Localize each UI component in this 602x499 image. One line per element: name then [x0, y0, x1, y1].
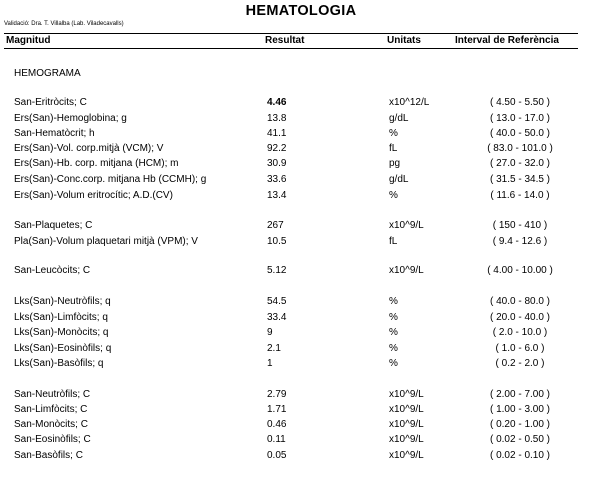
row-reference-range: ( 1.00 - 3.00 ): [489, 404, 551, 415]
row-result: 0.11: [267, 434, 286, 445]
row-reference-range: ( 13.0 - 17.0 ): [489, 113, 551, 124]
table-row: [0, 174, 602, 188]
row-result: 30.9: [267, 158, 287, 169]
row-reference-range: ( 150 - 410 ): [492, 220, 548, 231]
row-reference-range: ( 40.0 - 80.0 ): [489, 296, 551, 307]
table-row: [0, 143, 602, 157]
table-row: [0, 236, 602, 250]
table-row: [0, 434, 602, 448]
header-magnitude: Magnitud: [6, 35, 51, 46]
row-result: 2.1: [267, 343, 281, 354]
row-reference-range: ( 0.02 - 0.10 ): [489, 450, 551, 461]
report-title: HEMATOLOGIA: [245, 3, 357, 19]
header-result: Resultat: [265, 35, 305, 46]
table-row: [0, 450, 602, 464]
row-units: %: [389, 296, 398, 307]
row-magnitude: San-Plaquetes; C: [14, 220, 93, 231]
header-bottom-rule: [4, 48, 578, 49]
row-result: 5.12: [267, 265, 287, 276]
row-result: 9: [267, 327, 273, 338]
table-header: [0, 34, 602, 48]
row-units: x10^9/L: [389, 434, 424, 445]
table-row: [0, 128, 602, 142]
header-units: Unitats: [387, 35, 421, 46]
row-units: %: [389, 312, 398, 323]
row-result: 4.46: [267, 97, 287, 108]
row-magnitude: San-Basòfils; C: [14, 450, 83, 461]
row-result: 1: [267, 358, 273, 369]
row-magnitude: Lks(San)-Monòcits; q: [14, 327, 109, 338]
row-units: %: [389, 190, 398, 201]
row-magnitude: San-Neutròfils; C: [14, 389, 91, 400]
table-row: [0, 343, 602, 357]
row-units: x10^9/L: [389, 450, 424, 461]
table-row: [0, 158, 602, 172]
row-units: x10^9/L: [389, 404, 424, 415]
row-magnitude: Lks(San)-Limfòcits; q: [14, 312, 108, 323]
row-result: 54.5: [267, 296, 287, 307]
row-result: 2.79: [267, 389, 287, 400]
row-result: 92.2: [267, 143, 287, 154]
row-magnitude: Lks(San)-Eosinòfils; q: [14, 343, 112, 354]
row-reference-range: ( 0.02 - 0.50 ): [489, 434, 551, 445]
row-result: 13.8: [267, 113, 287, 124]
table-row: [0, 97, 602, 111]
row-result: 13.4: [267, 190, 287, 201]
table-row: [0, 113, 602, 127]
row-reference-range: ( 27.0 - 32.0 ): [489, 158, 551, 169]
row-units: g/dL: [389, 113, 409, 124]
row-magnitude: Lks(San)-Neutròfils; q: [14, 296, 111, 307]
row-magnitude: Ers(San)-Volum eritrocític; A.D.(CV): [14, 190, 173, 201]
row-units: x10^12/L: [389, 97, 430, 108]
section-title: HEMOGRAMA: [14, 68, 81, 79]
row-units: pg: [389, 158, 401, 169]
table-row: [0, 312, 602, 326]
row-reference-range: ( 2.0 - 10.0 ): [492, 327, 548, 338]
row-result: 0.05: [267, 450, 287, 461]
row-magnitude: Ers(San)-Conc.corp. mitjana Hb (CCMH); g: [14, 174, 207, 185]
row-reference-range: ( 40.0 - 50.0 ): [489, 128, 551, 139]
row-units: g/dL: [389, 174, 409, 185]
row-units: x10^9/L: [389, 389, 424, 400]
row-units: fL: [389, 143, 398, 154]
row-units: x10^9/L: [389, 220, 424, 231]
row-reference-range: ( 4.50 - 5.50 ): [489, 97, 551, 108]
row-result: 1.71: [267, 404, 287, 415]
row-units: %: [389, 128, 398, 139]
row-reference-range: ( 83.0 - 101.0 ): [487, 143, 553, 154]
row-magnitude: San-Limfòcits; C: [14, 404, 88, 415]
table-row: [0, 327, 602, 341]
row-result: 33.4: [267, 312, 287, 323]
table-row: [0, 220, 602, 234]
row-result: 0.46: [267, 419, 287, 430]
table-row: [0, 404, 602, 418]
table-row: [0, 358, 602, 372]
table-row: [0, 419, 602, 433]
row-result: 267: [267, 220, 284, 231]
row-units: %: [389, 358, 398, 369]
row-reference-range: ( 0.2 - 2.0 ): [495, 358, 545, 369]
row-reference-range: ( 9.4 - 12.6 ): [492, 236, 548, 247]
table-row: [0, 296, 602, 310]
row-result: 10.5: [267, 236, 287, 247]
row-magnitude: San-Hematòcrit; h: [14, 128, 95, 139]
row-magnitude: Ers(San)-Hemoglobina; g: [14, 113, 127, 124]
row-units: %: [389, 343, 398, 354]
row-result: 33.6: [267, 174, 287, 185]
table-row: [0, 389, 602, 403]
row-magnitude: Lks(San)-Basòfils; q: [14, 358, 104, 369]
row-units: fL: [389, 236, 398, 247]
row-magnitude: Ers(San)-Vol. corp.mitjà (VCM); V: [14, 143, 164, 154]
row-reference-range: ( 11.6 - 14.0 ): [490, 190, 550, 201]
row-units: x10^9/L: [389, 419, 424, 430]
row-reference-range: ( 2.00 - 7.00 ): [489, 389, 551, 400]
table-row: [0, 190, 602, 204]
row-magnitude: Ers(San)-Hb. corp. mitjana (HCM); m: [14, 158, 179, 169]
row-reference-range: ( 31.5 - 34.5 ): [489, 174, 551, 185]
row-magnitude: San-Monòcits; C: [14, 419, 88, 430]
table-row: [0, 265, 602, 279]
row-magnitude: Pla(San)-Volum plaquetari mitjà (VPM); V: [14, 236, 198, 247]
row-magnitude: San-Eosinòfils; C: [14, 434, 91, 445]
row-units: x10^9/L: [389, 265, 424, 276]
row-result: 41.1: [267, 128, 287, 139]
row-reference-range: ( 4.00 - 10.00 ): [487, 265, 553, 276]
row-magnitude: San-Eritròcits; C: [14, 97, 87, 108]
row-reference-range: ( 0.20 - 1.00 ): [489, 419, 551, 430]
header-reference: Interval de Referència: [455, 35, 559, 46]
row-reference-range: ( 1.0 - 6.0 ): [495, 343, 545, 354]
row-magnitude: San-Leucòcits; C: [14, 265, 91, 276]
validation-note: Validació: Dra. T. Villalba (Lab. Viladecavalls): [4, 21, 124, 27]
row-units: %: [389, 327, 398, 338]
row-reference-range: ( 20.0 - 40.0 ): [489, 312, 551, 323]
